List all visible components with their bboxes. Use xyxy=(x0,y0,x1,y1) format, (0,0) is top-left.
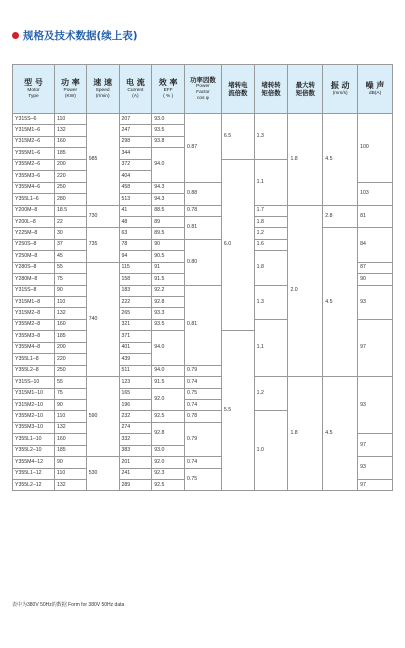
model-cell: Y355M2–10 xyxy=(13,411,55,422)
footnote: 表中为380V 50Hz的数据 Form for 380V 50Hz data xyxy=(12,602,125,608)
model-cell: Y315M1–10 xyxy=(13,388,55,399)
power-cell: 18.5 xyxy=(54,205,86,216)
header-zh: 最大转 xyxy=(295,81,315,89)
locked-torque-cell: 1.8 xyxy=(254,216,288,227)
model-cell: Y315M1–8 xyxy=(13,297,55,308)
header-zh: 电 流 xyxy=(125,78,145,87)
power-factor-cell: 0.78 xyxy=(185,411,222,422)
power-cell: 220 xyxy=(54,171,86,182)
noise-cell: 100 xyxy=(358,114,393,183)
power-cell: 37 xyxy=(54,239,86,250)
model-cell: Y355M2–8 xyxy=(13,319,55,330)
header-en: Power xyxy=(63,88,78,93)
model-cell: Y355L2–12 xyxy=(13,480,55,491)
efficiency-cell: 90 xyxy=(152,239,185,250)
header-en: ( % ) xyxy=(163,94,174,99)
power-cell: 30 xyxy=(54,228,86,239)
current-cell: 165 xyxy=(119,388,152,399)
current-cell: 94 xyxy=(119,251,152,262)
column-header xyxy=(185,65,222,114)
efficiency-cell: 93.5 xyxy=(152,125,185,136)
table-header xyxy=(13,65,393,114)
model-cell: Y225M–8 xyxy=(13,228,55,239)
header-en: dB(A) xyxy=(368,91,382,96)
current-cell: 321 xyxy=(119,319,152,330)
speed-cell: 735 xyxy=(86,228,119,262)
locked-torque-cell: 1.3 xyxy=(254,285,288,319)
noise-cell: 97 xyxy=(358,480,393,491)
table-row xyxy=(13,205,393,216)
noise-cell: 90 xyxy=(358,274,393,285)
efficiency-cell: 92.5 xyxy=(152,480,185,491)
efficiency-cell: 92.0 xyxy=(152,388,185,411)
efficiency-cell: 92.2 xyxy=(152,285,185,296)
current-cell: 332 xyxy=(119,434,152,445)
power-cell: 160 xyxy=(54,136,86,147)
power-factor-cell: 0.74 xyxy=(185,377,222,388)
model-cell: Y355L2–8 xyxy=(13,365,55,376)
current-cell: 201 xyxy=(119,457,152,468)
efficiency-cell: 92.0 xyxy=(152,457,185,468)
current-cell: 404 xyxy=(119,171,152,182)
power-cell: 250 xyxy=(54,365,86,376)
current-cell: 115 xyxy=(119,262,152,273)
power-cell: 132 xyxy=(54,125,86,136)
power-factor-cell: 0.74 xyxy=(185,457,222,468)
noise-cell: 81 xyxy=(358,205,393,228)
header-zh: 功 率 xyxy=(60,78,80,87)
efficiency-cell: 90.5 xyxy=(152,251,185,262)
section-heading xyxy=(12,28,138,42)
current-cell: 241 xyxy=(119,468,152,479)
locked-torque-cell: 1.2 xyxy=(254,377,288,411)
header-en: Speed xyxy=(95,88,110,93)
model-cell: Y200L–8 xyxy=(13,216,55,227)
current-cell: 439 xyxy=(119,354,152,365)
power-cell: 22 xyxy=(54,216,86,227)
current-cell: 158 xyxy=(119,274,152,285)
power-factor-cell: 0.74 xyxy=(185,399,222,410)
efficiency-cell: 92.5 xyxy=(152,411,185,422)
model-cell: Y355M4–6 xyxy=(13,182,55,193)
header-zh: 速 速 xyxy=(93,78,113,87)
table-body xyxy=(13,114,393,491)
model-cell: Y355M2–6 xyxy=(13,159,55,170)
current-cell: 513 xyxy=(119,194,152,205)
model-cell: Y315M2–8 xyxy=(13,308,55,319)
model-cell: Y315S–8 xyxy=(13,285,55,296)
power-factor-cell: 0.75 xyxy=(185,388,222,399)
efficiency-cell: 89 xyxy=(152,216,185,227)
locked-torque-cell: 1.0 xyxy=(254,411,288,491)
model-cell: Y355M3–10 xyxy=(13,422,55,433)
model-cell: Y355M3–8 xyxy=(13,331,55,342)
current-cell: 123 xyxy=(119,377,152,388)
power-cell: 75 xyxy=(54,388,86,399)
locked-torque-cell: 1.3 xyxy=(254,114,288,160)
header-en: cos φ xyxy=(197,96,209,101)
power-cell: 110 xyxy=(54,411,86,422)
model-cell: Y355L1–12 xyxy=(13,468,55,479)
noise-cell: 97 xyxy=(358,434,393,457)
current-cell: 298 xyxy=(119,136,152,147)
power-factor-cell: 0.79 xyxy=(185,422,222,456)
header-en: (r/min) xyxy=(95,94,110,99)
efficiency-cell: 92.8 xyxy=(152,422,185,445)
speed-cell: 740 xyxy=(86,262,119,376)
current-cell: 383 xyxy=(119,445,152,456)
power-factor-cell: 0.80 xyxy=(185,239,222,285)
power-cell: 160 xyxy=(54,434,86,445)
power-cell: 55 xyxy=(54,377,86,388)
column-header xyxy=(254,65,288,114)
efficiency-cell: 92.3 xyxy=(152,468,185,479)
header-zh: 流倍数 xyxy=(228,89,248,97)
spec-table xyxy=(12,64,393,491)
header-en: (mm/s) xyxy=(332,91,348,96)
header-en: (KW) xyxy=(64,94,76,99)
model-cell: Y200M–8 xyxy=(13,205,55,216)
model-cell: Y280M–8 xyxy=(13,274,55,285)
model-cell: Y355L1–6 xyxy=(13,194,55,205)
model-cell: Y250M–8 xyxy=(13,251,55,262)
power-cell: 110 xyxy=(54,114,86,125)
efficiency-cell: 94.0 xyxy=(152,331,185,365)
model-cell: Y315M1–6 xyxy=(13,125,55,136)
efficiency-cell: 94.3 xyxy=(152,194,185,205)
speed-cell: 985 xyxy=(86,114,119,206)
noise-cell: 87 xyxy=(358,262,393,273)
vibration-cell: 2.8 xyxy=(323,205,358,228)
header-zh: 矩倍数 xyxy=(295,89,315,97)
current-cell: 207 xyxy=(119,114,152,125)
efficiency-cell: 93.0 xyxy=(152,114,185,125)
power-cell: 185 xyxy=(54,445,86,456)
current-cell: 232 xyxy=(119,411,152,422)
model-cell: Y250S–8 xyxy=(13,239,55,250)
efficiency-cell: 91.5 xyxy=(152,274,185,285)
power-cell: 90 xyxy=(54,285,86,296)
noise-cell: 103 xyxy=(358,182,393,205)
power-cell: 185 xyxy=(54,331,86,342)
efficiency-cell: 91.5 xyxy=(152,377,185,388)
noise-cell: 93 xyxy=(358,285,393,319)
efficiency-cell: 88.5 xyxy=(152,205,185,216)
header-en: Power xyxy=(196,84,210,89)
power-cell: 110 xyxy=(54,297,86,308)
column-header xyxy=(86,65,119,114)
efficiency-cell: 92.8 xyxy=(152,297,185,308)
header-zh: 堵转电 xyxy=(228,81,248,89)
locked-current-cell: 5.5 xyxy=(221,331,254,491)
power-cell: 75 xyxy=(54,274,86,285)
efficiency-cell: 93.8 xyxy=(152,136,185,147)
current-cell: 41 xyxy=(119,205,152,216)
locked-current-cell: 6.5 xyxy=(221,114,254,160)
power-cell: 185 xyxy=(54,148,86,159)
model-cell: Y315S–6 xyxy=(13,114,55,125)
locked-torque-cell: 1.1 xyxy=(254,319,288,376)
current-cell: 48 xyxy=(119,216,152,227)
model-cell: Y315S–10 xyxy=(13,377,55,388)
current-cell: 222 xyxy=(119,297,152,308)
model-cell: Y280S–8 xyxy=(13,262,55,273)
current-cell: 289 xyxy=(119,480,152,491)
locked-torque-cell: 1.7 xyxy=(254,205,288,216)
noise-cell: 93 xyxy=(358,377,393,434)
current-cell: 458 xyxy=(119,182,152,193)
power-cell: 200 xyxy=(54,159,86,170)
current-cell: 401 xyxy=(119,342,152,353)
locked-torque-cell: 1.8 xyxy=(254,251,288,285)
efficiency-cell: 93.0 xyxy=(152,445,185,456)
current-cell: 183 xyxy=(119,285,152,296)
model-cell: Y355L2–10 xyxy=(13,445,55,456)
column-header xyxy=(323,65,358,114)
header-en: Current xyxy=(127,88,144,93)
model-cell: Y315M2–6 xyxy=(13,136,55,147)
header-zh: 矩倍数 xyxy=(261,89,281,97)
section-title: 规格及技术数据(续上表) xyxy=(23,29,138,42)
power-factor-cell: 0.81 xyxy=(185,285,222,365)
current-cell: 63 xyxy=(119,228,152,239)
max-torque-cell: 1.8 xyxy=(288,114,323,206)
model-cell: Y355L1–10 xyxy=(13,434,55,445)
locked-current-cell: 6.0 xyxy=(221,159,254,331)
current-cell: 78 xyxy=(119,239,152,250)
power-factor-cell: 0.79 xyxy=(185,365,222,376)
column-header xyxy=(288,65,323,114)
vibration-cell: 4.5 xyxy=(323,377,358,491)
model-cell: Y355M4–12 xyxy=(13,457,55,468)
noise-cell: 84 xyxy=(358,228,393,262)
power-factor-cell: 0.87 xyxy=(185,114,222,183)
efficiency-cell: 94.0 xyxy=(152,365,185,376)
current-cell: 511 xyxy=(119,365,152,376)
locked-torque-cell: 1.1 xyxy=(254,159,288,205)
power-cell: 55 xyxy=(54,262,86,273)
header-zh: 功率因数 xyxy=(190,76,216,84)
power-cell: 90 xyxy=(54,457,86,468)
locked-torque-cell: 1.2 xyxy=(254,228,288,239)
efficiency-cell: 89.5 xyxy=(152,228,185,239)
header-zh: 堵转转 xyxy=(261,81,281,89)
efficiency-cell: 93.3 xyxy=(152,308,185,319)
speed-cell: 530 xyxy=(86,457,119,491)
efficiency-cell: 94.0 xyxy=(152,148,185,182)
header-zh: 振 动 xyxy=(330,81,350,90)
efficiency-cell: 94.3 xyxy=(152,182,185,193)
column-header xyxy=(152,65,185,114)
power-cell: 132 xyxy=(54,308,86,319)
header-en: EFF xyxy=(163,88,173,93)
power-factor-cell: 0.75 xyxy=(185,468,222,491)
power-cell: 160 xyxy=(54,319,86,330)
header-en: (A) xyxy=(132,94,139,99)
model-cell: Y355M4–8 xyxy=(13,342,55,353)
power-cell: 200 xyxy=(54,342,86,353)
power-factor-cell: 0.78 xyxy=(185,205,222,216)
power-factor-cell: 0.81 xyxy=(185,216,222,239)
power-cell: 110 xyxy=(54,468,86,479)
power-cell: 45 xyxy=(54,251,86,262)
current-cell: 247 xyxy=(119,125,152,136)
current-cell: 344 xyxy=(119,148,152,159)
power-cell: 90 xyxy=(54,399,86,410)
speed-cell: 730 xyxy=(86,205,119,228)
header-zh: 效 率 xyxy=(158,78,178,87)
column-header xyxy=(358,65,393,114)
current-cell: 371 xyxy=(119,331,152,342)
model-cell: Y355M3–6 xyxy=(13,171,55,182)
header-row xyxy=(13,65,393,114)
power-factor-cell: 0.88 xyxy=(185,182,222,205)
model-cell: Y315M2–10 xyxy=(13,399,55,410)
efficiency-cell: 93.5 xyxy=(152,319,185,330)
vibration-cell: 4.5 xyxy=(323,228,358,377)
max-torque-cell: 2.0 xyxy=(288,205,323,377)
current-cell: 196 xyxy=(119,399,152,410)
header-en: Factor xyxy=(196,90,210,95)
model-cell: Y355M1–6 xyxy=(13,148,55,159)
column-header xyxy=(221,65,254,114)
header-zh: 型 号 xyxy=(24,78,43,87)
locked-torque-cell: 1.6 xyxy=(254,239,288,250)
power-cell: 132 xyxy=(54,422,86,433)
red-bullet-icon xyxy=(12,32,19,39)
speed-cell: 590 xyxy=(86,377,119,457)
efficiency-cell: 91 xyxy=(152,262,185,273)
vibration-cell: 4.5 xyxy=(323,114,358,206)
max-torque-cell: 1.8 xyxy=(288,377,323,491)
header-en: Motor xyxy=(27,88,40,93)
noise-cell: 97 xyxy=(358,319,393,376)
table-row xyxy=(13,114,393,125)
power-cell: 220 xyxy=(54,354,86,365)
table-row xyxy=(13,377,393,388)
column-header xyxy=(13,65,55,114)
model-cell: Y355L1–8 xyxy=(13,354,55,365)
power-cell: 250 xyxy=(54,182,86,193)
power-cell: 132 xyxy=(54,480,86,491)
power-cell: 280 xyxy=(54,194,86,205)
current-cell: 372 xyxy=(119,159,152,170)
current-cell: 274 xyxy=(119,422,152,433)
noise-cell: 93 xyxy=(358,457,393,480)
current-cell: 265 xyxy=(119,308,152,319)
header-zh: 噪 声 xyxy=(365,81,385,90)
column-header xyxy=(54,65,86,114)
column-header xyxy=(119,65,152,114)
header-en: Type xyxy=(28,94,39,99)
